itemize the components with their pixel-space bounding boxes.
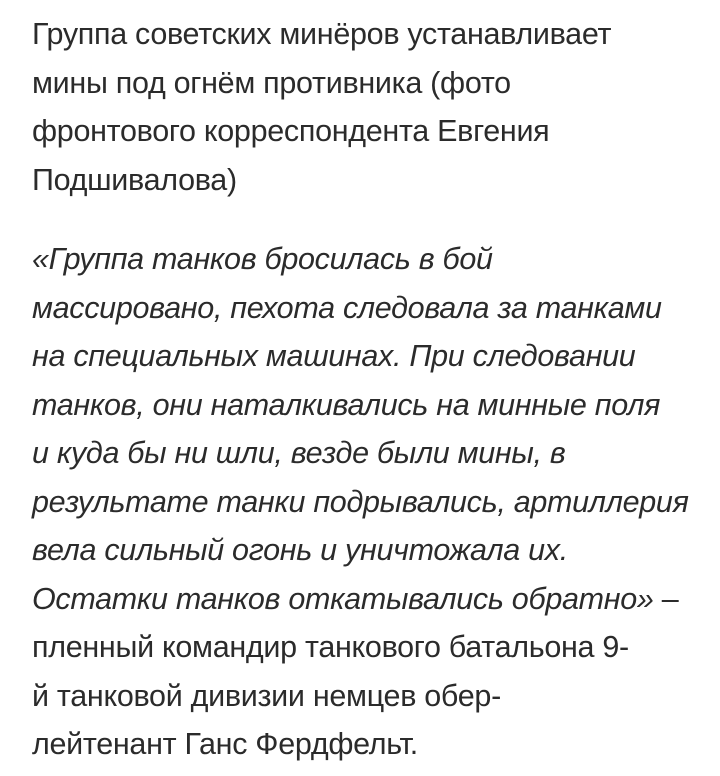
attribution-line: й танковой дивизии немцев обер- [32, 678, 501, 713]
quote-end-line [32, 575, 692, 624]
quote-paragraph [32, 235, 692, 769]
caption-line: мины под огнём противника (фото [32, 65, 511, 100]
quote-line: вела сильный огонь и уничтожала их. [32, 533, 568, 567]
quote-dash: – [653, 581, 679, 616]
attribution-line: лейтенант Ганс Фердфельт. [32, 727, 418, 761]
photo-caption [32, 10, 692, 204]
attribution-line: пленный командир танкового батальона 9- [32, 630, 629, 664]
quote-line: массировано, пехота следовала за танками [32, 290, 662, 325]
quote-line: танков, они наталкивались на минные поля [32, 387, 661, 422]
quote-line: на специальных машинах. При следовании [32, 339, 636, 373]
caption-line: фронтового корреспондента Евгения [32, 114, 550, 148]
quote-line: «Группа танков бросилась в бой [32, 242, 493, 276]
caption-line: Подшивалова) [32, 162, 237, 197]
quote-line: результате танки подрывались, артиллерия [32, 484, 689, 519]
quote-line: и куда бы ни шли, везде были мины, в [32, 436, 566, 470]
caption-line: Группа советских минёров устанавливает [32, 17, 612, 51]
quote-line-end: Остатки танков откатывались обратно» [32, 581, 654, 616]
